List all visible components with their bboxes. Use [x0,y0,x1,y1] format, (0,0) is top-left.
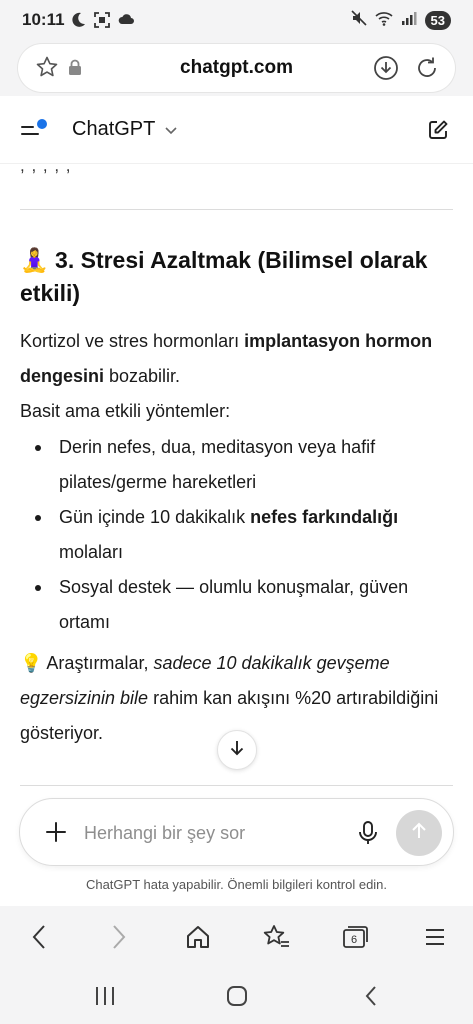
heading-emoji: 🧘‍♀️ [20,247,49,273]
sidebar-menu-icon[interactable] [20,118,50,145]
chevron-down-icon [165,122,177,138]
accent-dot [37,119,47,129]
home-button-icon[interactable] [223,982,251,1010]
battery-indicator: 53 [425,11,451,30]
heading-text: 3. Stresi Azaltmak (Bilimsel olarak etkili) [20,247,428,306]
tip-italic: sadece 10 dakikalık gevşeme egzersizinin bile [20,653,390,708]
app-title: ChatGPT [72,118,155,140]
back-icon[interactable] [24,922,54,952]
list-item [20,500,450,570]
address-bar[interactable] [18,44,455,92]
list-item-text: Sosyal destek — olumlu konuşmalar, güven ortamı [59,577,409,632]
lightbulb-icon: 💡 [20,653,43,673]
para-bold: implantasyon hormon dengesini [20,331,433,386]
cut-off-text: , , , , , [20,164,72,175]
microphone-icon[interactable] [357,819,379,852]
new-chat-icon[interactable] [427,119,449,146]
back-nav-icon[interactable] [357,982,385,1010]
section-heading [20,244,450,310]
disclaimer-text: ChatGPT hata yapabilir. Önemli bilgileri kontrol edin. [85,877,388,892]
reload-icon[interactable] [414,55,440,86]
tabs-icon[interactable] [340,922,370,952]
system-nav-bar [0,966,473,1024]
tabs-count: 6 [350,934,358,946]
methods-list [20,430,450,640]
status-icons-left [72,12,134,33]
download-icon[interactable] [373,55,399,86]
url-text[interactable]: chatgpt.com [180,57,293,78]
status-bar [0,0,473,40]
arrow-down-icon [228,739,246,762]
tip-text: rahim kan akışını %20 artırabildiğini gösteriyor. [20,688,439,743]
para-text: bozabilir. [104,366,181,386]
model-selector[interactable] [72,118,177,141]
list-item [20,430,450,500]
favorites-icon[interactable] [261,922,291,952]
send-arrow-icon [409,821,429,846]
menu-icon[interactable] [420,922,450,952]
wifi-icon [375,10,393,31]
status-icons-right [351,10,451,31]
para-text: Kortizol ve stres hormonları [20,331,245,351]
tip-text: Araştırmalar, [42,653,154,673]
plus-icon[interactable] [42,818,70,851]
section-divider [20,209,453,210]
message-composer [19,798,454,866]
forward-icon[interactable] [104,922,134,952]
composer-divider [20,785,453,786]
paragraph-cortisol [20,324,450,394]
mute-icon [351,10,367,31]
message-input[interactable] [84,818,344,848]
recents-icon[interactable] [91,982,119,1010]
home-icon[interactable] [183,922,213,952]
screenshot-icon [94,12,110,33]
scroll-to-bottom-button[interactable] [217,730,257,770]
list-item [20,570,450,640]
paragraph-methods-intro: Basit ama etkili yöntemler: [20,401,231,421]
cloud-icon [118,12,134,33]
chat-content[interactable] [0,164,473,784]
browser-bottom-nav [0,906,473,966]
send-button[interactable] [396,810,442,856]
browser-toolbar [0,40,473,96]
signal-icon [401,10,417,31]
list-item-bold: nefes farkındalığı [250,507,399,527]
status-time: 10:11 [22,10,65,29]
moon-icon [72,12,86,33]
app-header [0,96,473,164]
list-item-text: Gün içinde 10 dakikalık [59,507,251,527]
list-item-text: molaları [59,542,124,562]
list-item-text: Derin nefes, dua, meditasyon veya hafif pilates/germe hareketleri [59,437,376,492]
